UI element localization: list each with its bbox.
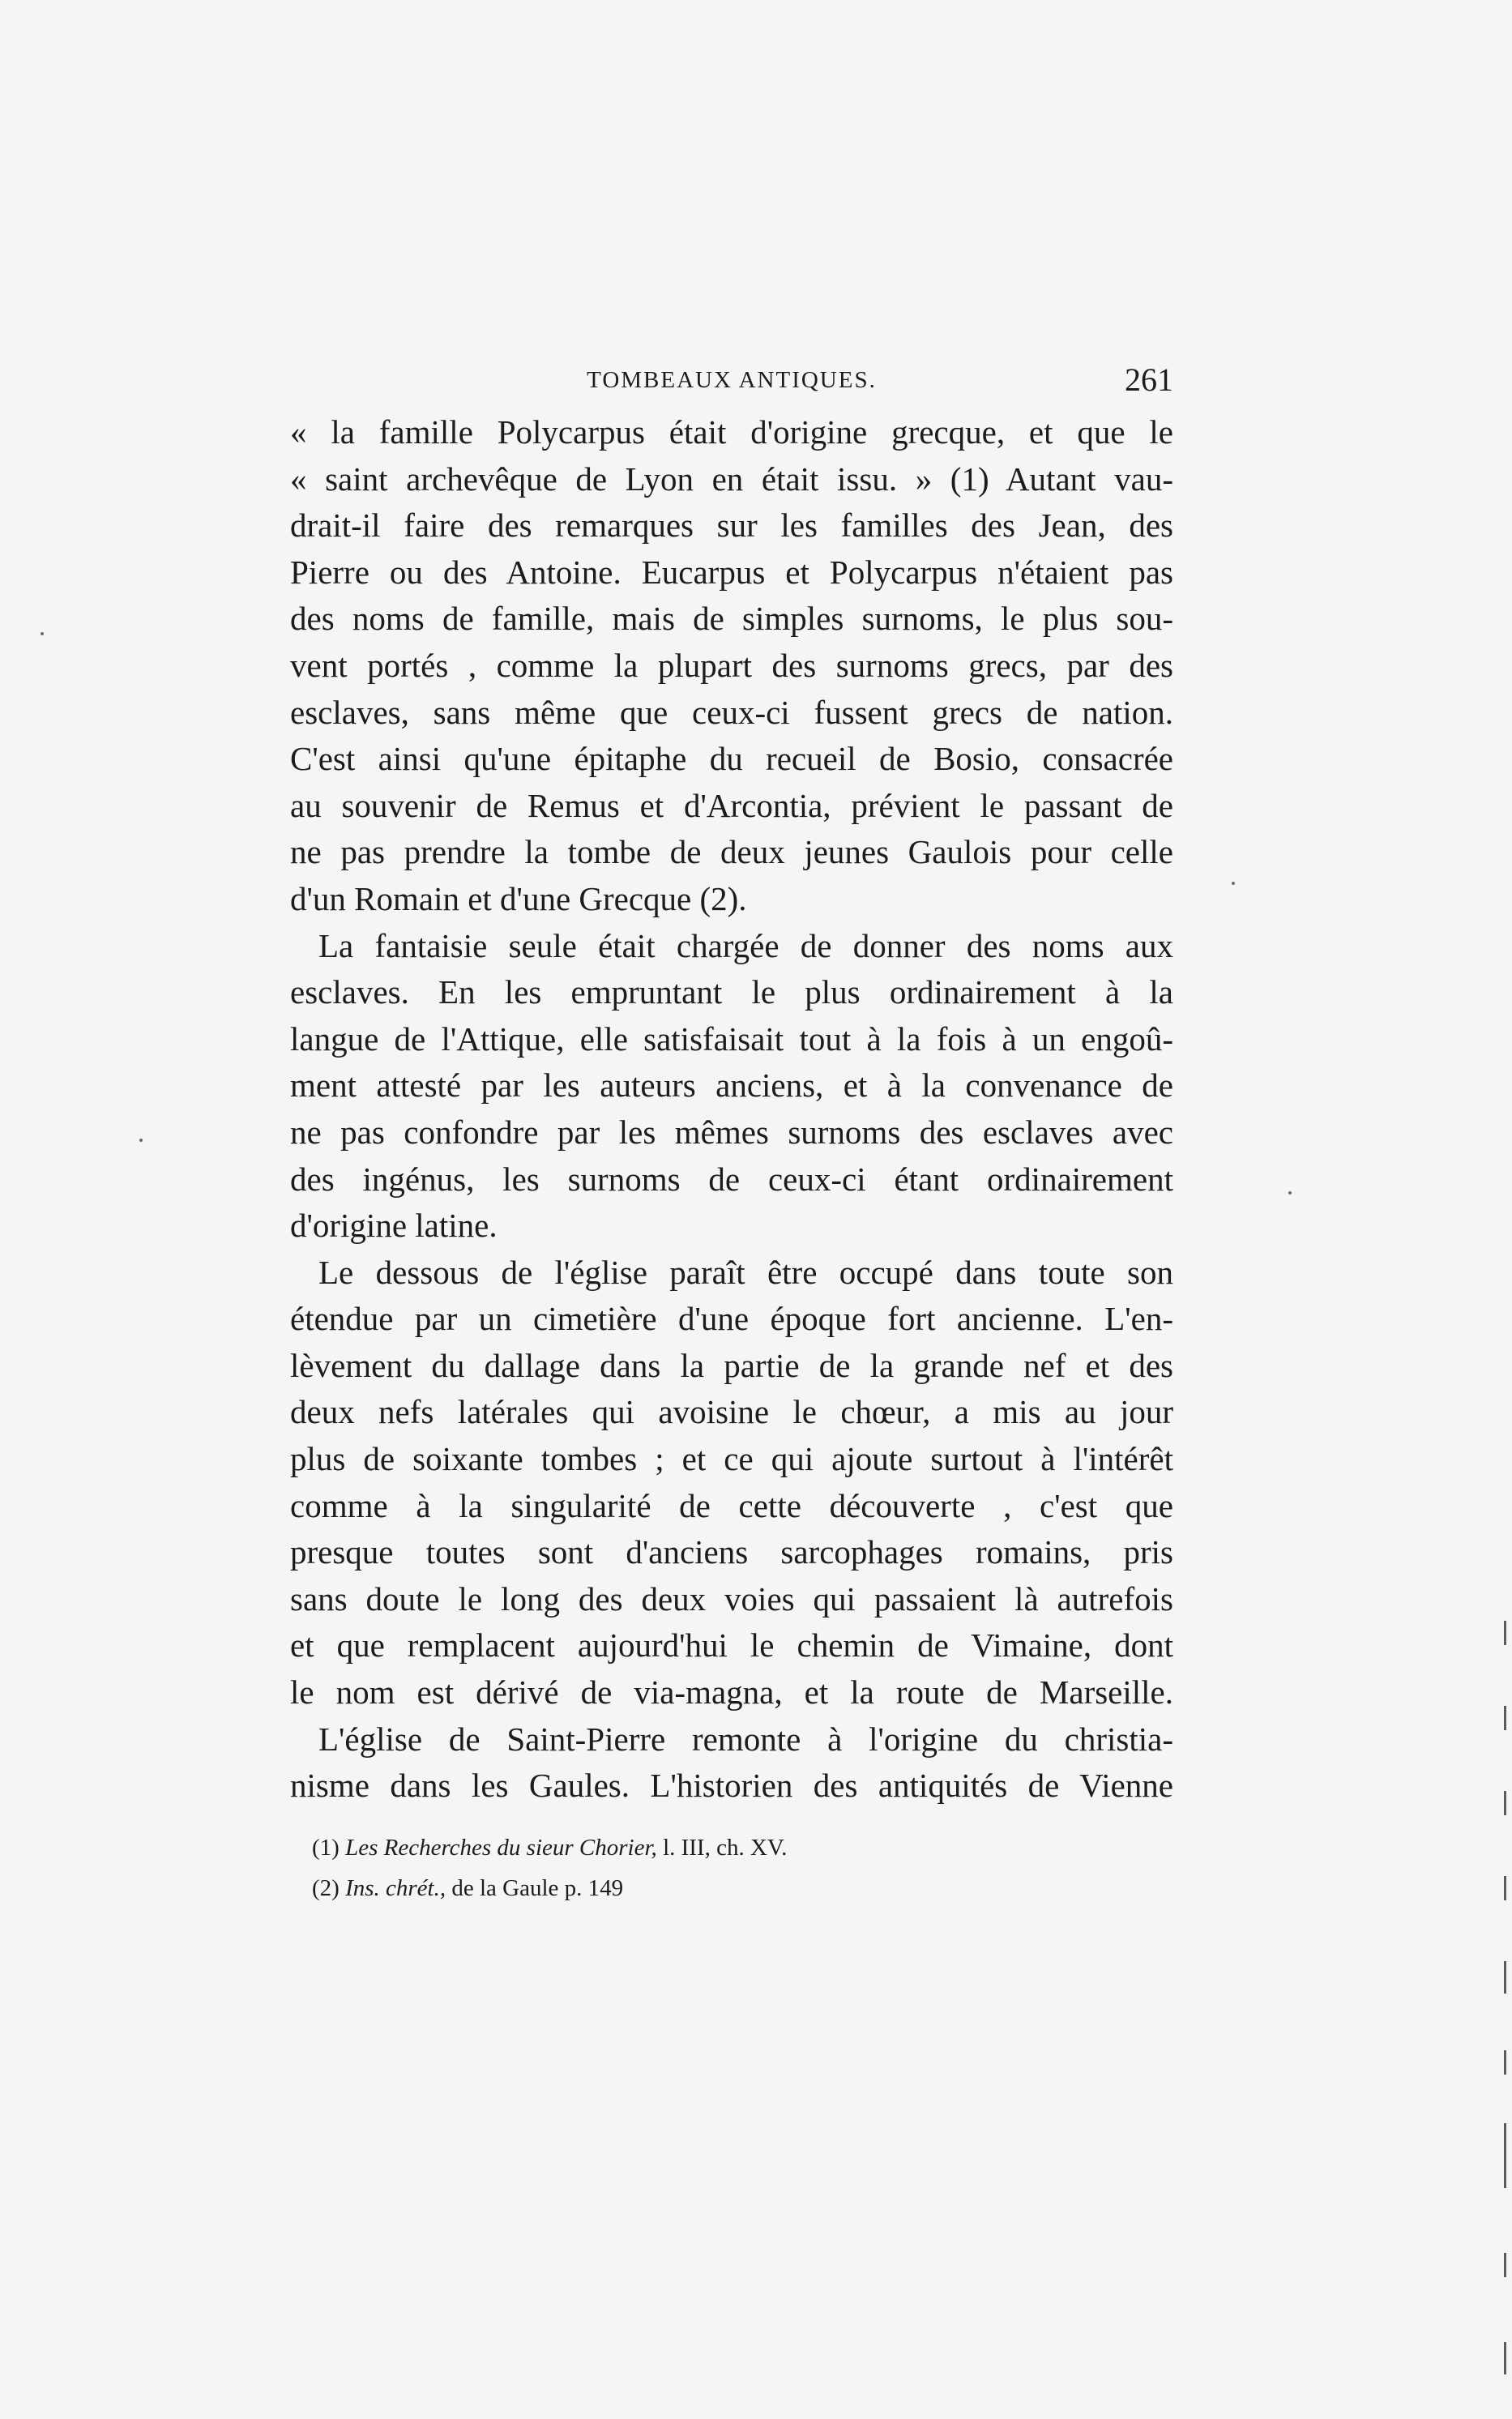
running-title: TOMBEAUX ANTIQUES. <box>587 367 877 393</box>
footnote-marker: (1) <box>312 1835 340 1861</box>
text-line: « la famille Polycarpus était d'origine grecque, et que le <box>290 413 1173 451</box>
text-line: Pierre ou des Antoine. Eucarpus et Polycarpus n'étaient pas <box>290 553 1173 591</box>
text-line: Le dessous de l'église paraît être occupé dans toute son <box>318 1253 1173 1291</box>
text-line: L'église de Saint-Pierre remonte à l'origine du christia- <box>318 1720 1173 1758</box>
text-line: lèvement du dallage dans la partie de la grande nef et des <box>290 1346 1173 1384</box>
footnote <box>312 1827 1041 1868</box>
scan-artifact <box>41 632 44 635</box>
scan-artifact <box>1504 1706 1506 1730</box>
scan-artifact <box>1504 1621 1506 1645</box>
text-line: comme à la singularité de cette découverte , c'est que <box>290 1486 1173 1524</box>
footnote-text: l. III, ch. XV. <box>656 1835 788 1861</box>
text-line: des noms de famille, mais de simples surnoms, le plus sou- <box>290 600 1173 638</box>
text-line: esclaves, sans même que ceux-ci fussent grecs de nation. <box>290 693 1173 731</box>
text-line: « saint archevêque de Lyon en était issu. » (1) Autant vau- <box>290 459 1173 498</box>
scan-artifact <box>1504 2123 1506 2188</box>
scan-artifact <box>1504 2253 1506 2277</box>
text-line: ne pas confondre par les mêmes surnoms des esclaves avec <box>290 1113 1173 1151</box>
text-line: et que remplacent aujourd'hui le chemin de Vimaine, dont <box>290 1626 1173 1665</box>
text-line: des ingénus, les surnoms de ceux-ci étant ordinairement <box>290 1160 1173 1198</box>
footnote <box>312 1868 1041 1908</box>
text-line: sans doute le long des deux voies qui passaient là autrefois <box>290 1579 1173 1618</box>
footnote-title: Ins. chrét., <box>345 1875 446 1901</box>
text-line: plus de soixante tombes ; et ce qui ajoute surtout à l'intérêt <box>290 1440 1173 1478</box>
text-line: deux nefs latérales qui avoisine le chœur, a mis au jour <box>290 1393 1173 1431</box>
body-text <box>290 409 1173 1810</box>
text-line: presque toutes sont d'anciens sarcophages romains, pris <box>290 1533 1173 1571</box>
footnote-text: de la Gaule p. 149 <box>446 1875 624 1901</box>
scan-artifact <box>139 1139 143 1142</box>
footnote-title: Les Recherches du sieur Chorier, <box>345 1835 657 1861</box>
text-line: ne pas prendre la tombe de deux jeunes Gaulois pour celle <box>290 833 1173 871</box>
scan-artifact <box>1504 2050 1506 2075</box>
scan-artifact <box>1504 1876 1506 1900</box>
scan-artifact <box>1504 1791 1506 1815</box>
text-line: C'est ainsi qu'une épitaphe du recueil de Bosio, consacrée <box>290 740 1173 778</box>
scan-artifact <box>1504 2342 1506 2374</box>
footnotes <box>312 1827 1041 1908</box>
text-line: vent portés , comme la plupart des surnoms grecs, par des <box>290 646 1173 684</box>
text-line: La fantaisie seule était chargée de donner des noms aux <box>318 926 1173 964</box>
text-line: d'origine latine. <box>290 1207 498 1245</box>
text-line: ment attesté par les auteurs anciens, et à la convenance de <box>290 1066 1173 1105</box>
scan-artifact <box>1504 1961 1506 1994</box>
text-line: nisme dans les Gaules. L'historien des antiquités de Vienne <box>290 1767 1173 1805</box>
text-line: étendue par un cimetière d'une époque fort ancienne. L'en- <box>290 1300 1173 1338</box>
text-line: d'un Romain et d'une Grecque (2). <box>290 879 747 917</box>
page-number: 261 <box>1125 361 1173 398</box>
page-header <box>290 361 1173 409</box>
scan-artifact <box>1288 1191 1292 1195</box>
footnote-marker: (2) <box>312 1875 340 1901</box>
text-line: le nom est dérivé de via-magna, et la route de Marseille. <box>290 1673 1173 1712</box>
text-line: esclaves. En les empruntant le plus ordinairement à la <box>290 973 1173 1011</box>
text-line: au souvenir de Remus et d'Arcontia, prévient le passant de <box>290 786 1173 824</box>
text-line: langue de l'Attique, elle satisfaisait tout à la fois à un engoû- <box>290 1019 1173 1058</box>
text-line: drait-il faire des remarques sur les familles des Jean, des <box>290 506 1173 545</box>
scan-artifact <box>1232 882 1235 885</box>
